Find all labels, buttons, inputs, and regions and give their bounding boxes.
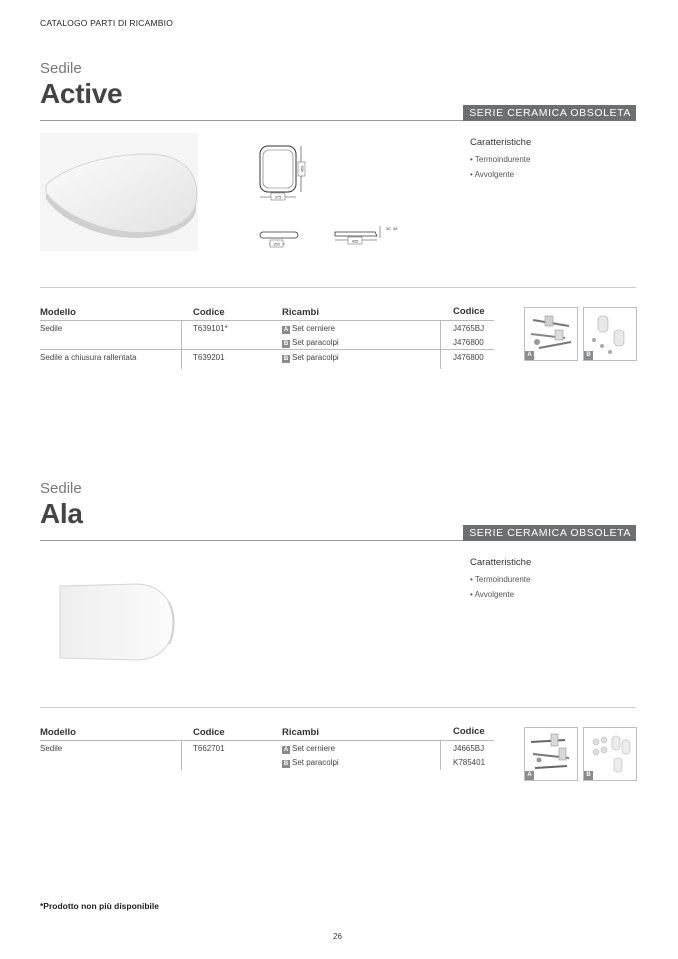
table-top-rule <box>40 287 636 288</box>
table-cell-part-code: K785401 <box>453 758 486 767</box>
table-cell-code: T639201 <box>193 353 225 362</box>
dim-width: 375 <box>274 194 282 200</box>
section-title: Active <box>40 78 123 109</box>
table-cell-code: T639101* <box>193 324 228 333</box>
page-number: 26 <box>333 932 342 941</box>
table-cell-model: Sedile <box>40 744 63 753</box>
feature-item: • Avvolgente <box>470 170 515 179</box>
part-tag: A <box>283 747 289 753</box>
table-cell-part-code: J476800 <box>453 338 484 347</box>
col-header-model: Modello <box>40 727 76 738</box>
col-header-code: Codice <box>193 727 225 738</box>
col-header-model: Modello <box>40 307 76 318</box>
product-photo <box>56 580 176 664</box>
spare-part-thumb-bumpers <box>583 307 637 361</box>
obsolete-badge: SERIE CERAMICA OBSOLETA <box>463 105 636 121</box>
feature-item: • Termoindurente <box>470 155 531 164</box>
features-title: Caratteristiche <box>470 137 532 148</box>
section-title: Ala <box>40 498 83 529</box>
table-cell-part-code: J4765BJ <box>453 324 485 333</box>
table-cell-code: T662701 <box>193 744 225 753</box>
dim-height: 450 <box>299 165 305 173</box>
dim-h2: 45 <box>393 226 398 231</box>
table-cell-part-code: J4665BJ <box>453 744 485 753</box>
product-photo <box>40 133 198 251</box>
spare-part-thumb-hinges <box>524 727 578 781</box>
spare-part-thumb-hinges <box>524 307 578 361</box>
obsolete-badge: SERIE CERAMICA OBSOLETA <box>463 525 636 541</box>
table-row-line <box>40 349 494 350</box>
footnote: *Prodotto non più disponibile <box>40 901 159 911</box>
thumb-tag: B <box>584 771 593 780</box>
table-header-line <box>40 740 494 741</box>
col-header-parts: Ricambi <box>282 727 319 738</box>
table-cell-part: B Set paracolpi <box>283 338 339 347</box>
part-tag: B <box>283 761 289 767</box>
catalog-header: CATALOGO PARTI DI RICAMBIO <box>40 18 174 28</box>
table-header-line <box>40 320 494 321</box>
dim-hinge: 150 <box>273 241 280 247</box>
table-divider <box>440 740 441 770</box>
table-cell-part: A Set cerniere <box>283 324 336 333</box>
col-header-code: Codice <box>193 307 225 318</box>
technical-drawing <box>255 140 405 252</box>
table-cell-model: Sedile a chiusura rallentata <box>40 353 137 362</box>
part-tag: B <box>283 356 289 362</box>
table-cell-part-code: J476800 <box>453 353 484 362</box>
section-kicker: Sedile <box>40 60 82 77</box>
part-tag: B <box>283 341 289 347</box>
table-cell-model: Sedile <box>40 324 63 333</box>
table-cell-part: B Set paracolpi <box>283 758 339 767</box>
part-tag: A <box>283 327 289 333</box>
spare-part-thumb-bumpers <box>583 727 637 781</box>
col-header-part-code: Codice <box>453 306 485 317</box>
table-cell-part: B Set paracolpi <box>283 353 339 362</box>
feature-item: • Termoindurente <box>470 575 531 584</box>
table-top-rule <box>40 707 636 708</box>
table-divider <box>181 320 182 369</box>
thumb-tag: B <box>584 351 593 360</box>
table-cell-part: A Set cerniere <box>283 744 336 753</box>
thumb-tag: A <box>525 771 534 780</box>
dim-h1: 30 <box>386 226 391 231</box>
features-title: Caratteristiche <box>470 557 532 568</box>
col-header-parts: Ricambi <box>282 307 319 318</box>
dim-depth: 425 <box>351 238 359 244</box>
table-divider <box>181 740 182 770</box>
table-divider <box>440 320 441 369</box>
section-kicker: Sedile <box>40 480 82 497</box>
thumb-tag: A <box>525 351 534 360</box>
feature-item: • Avvolgente <box>470 590 515 599</box>
col-header-part-code: Codice <box>453 726 485 737</box>
